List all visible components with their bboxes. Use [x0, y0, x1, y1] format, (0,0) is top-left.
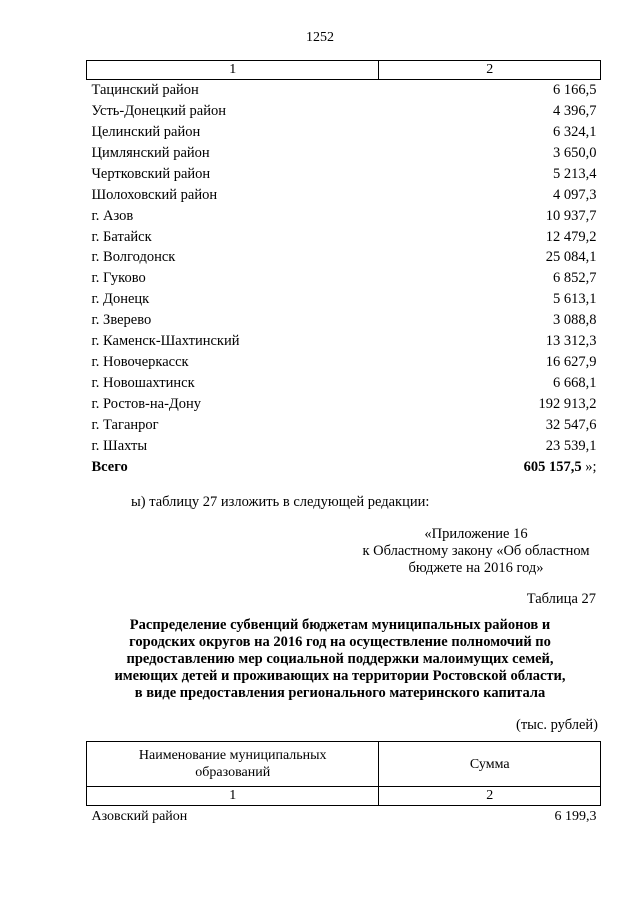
- table-row: [87, 80, 601, 101]
- municipality-name: г. Таганрог: [91, 416, 159, 433]
- title-line-2: городских округов на 2016 год на осуществление полномочий по: [129, 634, 551, 650]
- municipality-name: г. Ростов-на-Дону: [91, 396, 202, 413]
- municipality-name: г. Шахты: [91, 437, 148, 454]
- municipality-header: [87, 742, 379, 787]
- total-label: Всего: [91, 458, 128, 475]
- column-number-1: 1: [87, 61, 379, 80]
- amount-value: 25 084,1: [545, 249, 597, 266]
- page-number: 1252: [306, 30, 334, 45]
- column-number-2: 2: [379, 787, 601, 806]
- municipality-name: г. Зверево: [91, 312, 152, 329]
- amendment-instruction: ы) таблицу 27 изложить в следующей редакции:: [131, 494, 430, 510]
- table-row: [87, 248, 601, 269]
- table-row: [87, 289, 601, 310]
- municipality-name: г. Азов: [91, 207, 134, 224]
- municipality-name: г. Гуково: [91, 270, 146, 287]
- municipality-name: г. Батайск: [91, 228, 152, 245]
- amount-value: 192 913,2: [538, 396, 597, 413]
- amount-value: 6 324,1: [553, 123, 597, 140]
- municipality-header-line-2: образований: [195, 765, 271, 780]
- table-row: [87, 164, 601, 185]
- amount-value: 16 627,9: [545, 354, 597, 371]
- amount-value: 5 213,4: [553, 165, 597, 182]
- amount-value: 32 547,6: [545, 416, 597, 433]
- municipality-header-line-1: Наименование муниципальных: [138, 748, 327, 763]
- appendix-line-2: к Областному закону «Об областном: [362, 543, 590, 559]
- amount-value: 3 650,0: [553, 144, 597, 161]
- amount-value: 4 097,3: [553, 186, 597, 203]
- appendix-line-1: «Приложение 16: [424, 526, 528, 542]
- total-cell: [379, 457, 601, 478]
- amount-value: 12 479,2: [545, 228, 597, 245]
- title-line-1: Распределение субвенций бюджетам муниципальных районов и: [129, 617, 551, 633]
- amount-value: 10 937,7: [545, 207, 597, 224]
- appendix-reference: [355, 526, 597, 577]
- table-title: [105, 617, 575, 702]
- table-row: [87, 206, 601, 227]
- title-line-4: имеющих детей и проживающих на территории Ростовской области,: [114, 668, 566, 684]
- appendix-line-3: бюджете на 2016 год»: [408, 560, 544, 576]
- table-row: [87, 101, 601, 122]
- table-row: [87, 143, 601, 164]
- table-label: Таблица 27: [526, 591, 596, 607]
- table-row: [87, 185, 601, 206]
- municipality-name: г. Новошахтинск: [91, 375, 195, 392]
- total-row: [87, 457, 601, 478]
- amount-value: 4 396,7: [553, 102, 597, 119]
- municipality-name: Тацинский район: [91, 81, 199, 98]
- table-row: [87, 268, 601, 289]
- subvention-table: [86, 741, 601, 828]
- municipality-name: Усть-Донецкий район: [91, 102, 226, 119]
- amount-value: 6 668,1: [553, 375, 597, 392]
- amount-value: 6 199,3: [554, 809, 597, 824]
- table-row: [87, 415, 601, 436]
- title-line-3: предоставлению мер социальной поддержки малоимущих семей,: [126, 651, 554, 667]
- amount-value: 23 539,1: [545, 437, 597, 454]
- amount-value: 5 613,1: [553, 291, 597, 308]
- amount-header: Сумма: [379, 742, 601, 787]
- municipality-name: Чертковский район: [91, 165, 211, 182]
- municipality-name: Цимлянский район: [91, 144, 210, 161]
- municipality-name: г. Каменск-Шахтинский: [91, 333, 240, 350]
- municipality-name: Целинский район: [91, 123, 201, 140]
- table-row: [87, 122, 601, 143]
- total-value: 605 157,5: [523, 458, 582, 475]
- column-number-2: 2: [379, 61, 601, 80]
- column-number-row: [87, 61, 601, 80]
- table-row: [87, 310, 601, 331]
- closing-quote-suffix: »;: [581, 458, 597, 475]
- table-row: [87, 227, 601, 248]
- table-row: [87, 373, 601, 394]
- amount-value: 6 852,7: [553, 270, 597, 287]
- municipality-name: г. Новочеркасск: [91, 354, 189, 371]
- units-note: (тыс. рублей): [516, 717, 598, 733]
- table-header-row: [87, 742, 601, 787]
- table-row: [87, 436, 601, 457]
- municipality-name: Шолоховский район: [91, 186, 218, 203]
- amount-value: 6 166,5: [553, 81, 597, 98]
- column-number-row: [87, 787, 601, 806]
- municipality-name: г. Донецк: [91, 291, 150, 308]
- table-row: [87, 352, 601, 373]
- municipality-name: г. Волгодонск: [91, 249, 176, 266]
- table-row: [87, 331, 601, 352]
- allocation-table-continued: [86, 60, 601, 478]
- municipality-name: Азовский район: [91, 809, 188, 824]
- amount-value: 3 088,8: [553, 312, 597, 329]
- column-number-1: 1: [87, 787, 379, 806]
- title-line-5: в виде предоставления регионального материнского капитала: [134, 685, 546, 701]
- table-row: [87, 394, 601, 415]
- table-row: [87, 806, 601, 829]
- amount-value: 13 312,3: [545, 333, 597, 350]
